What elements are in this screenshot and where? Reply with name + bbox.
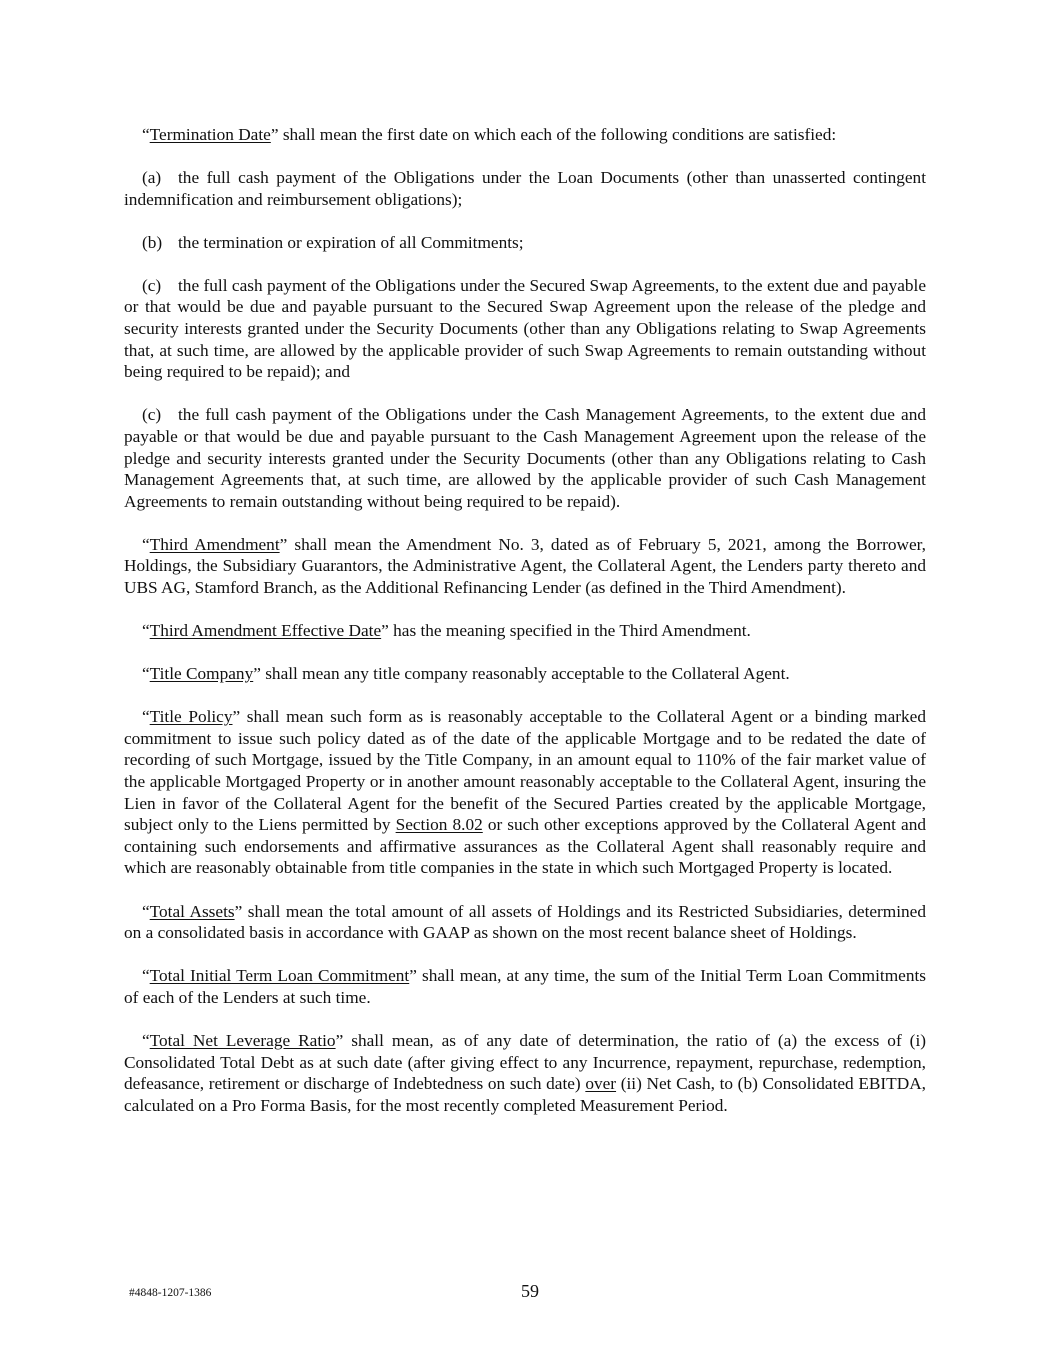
clause-label: (c) [142, 405, 162, 425]
page-number: 59 [521, 1281, 539, 1301]
clause-a: (a) the full cash payment of the Obligations under the Loan Documents (other than unasserted contingent indemnification and reimbursement obligations); [124, 168, 926, 209]
defined-term: Total Initial Term Loan Commitment [149, 966, 410, 986]
defined-term: Termination Date [149, 125, 271, 144]
definition-total-initial-term-loan-commitment: “Total Initial Term Loan Commitment” shall mean, at any time, the sum of the Initial Term Loan Commitments of each of the Lenders at such time. [124, 966, 927, 1007]
section-reference: Section 8.02 [395, 815, 483, 835]
definition-title-company: “Title Company” shall mean any title company reasonably acceptable to the Collateral Agent. [142, 664, 790, 684]
clause-label: (c) [142, 275, 162, 295]
defined-term: Total Assets [149, 901, 235, 921]
defined-term: Third Amendment [149, 534, 280, 554]
definition-third-amendment-effective-date: “Third Amendment Effective Date” has the meaning specified in the Third Amendment. [142, 621, 751, 641]
clause-c-cash-management: (c) the full cash payment of the Obligations under the Cash Management Agreements, to the extent due and payable or that would be due and payable pursuant to the Cash Management Agreement upon the release of the pledge and security interests granted under the Security Documents (other than any Obligations relating to Cash Management Agreements that, at such time, are allowed by the applicable provider of such Cash Management Agreements to remain outstanding without being required to be repaid). [124, 405, 926, 511]
defined-term: Third Amendment Effective Date [149, 621, 382, 641]
emphasis-over: over [585, 1074, 617, 1094]
clause-label: (b) [142, 232, 163, 252]
definition-total-net-leverage-ratio: “Total Net Leverage Ratio” shall mean, as of any date of determination, the ratio of (a) the excess of (i) Consolidated Total Debt as at such date (after giving effect to any Incurrence, repayment, repurchase, redemption, defeasance, retirement or discharge of Indebtedness on such date) over (ii) Net Cash, to (b) Consolidated EBITDA, calculated on a Pro Forma Basis, for the most recently completed Measurement Period. [124, 1030, 926, 1115]
definition-total-assets: “Total Assets” shall mean the total amount of all assets of Holdings and its Restricted Subsidiaries, determined on a consolidated basis in accordance with GAAP as shown on the most recent balance sheet of Holdings. [124, 901, 926, 943]
definition-termination-date: “Termination Date” shall mean the first date on which each of the following conditions are satisfied: [142, 125, 837, 144]
defined-term: Title Policy [149, 707, 233, 727]
defined-term: Total Net Leverage Ratio [149, 1030, 336, 1050]
clause-label: (a) [142, 168, 162, 188]
definition-third-amendment: “Third Amendment” shall mean the Amendment No. 3, dated as of February 5, 2021, among the Borrower, Holdings, the Subsidiary Guarantors, the Administrative Agent, the Collateral Agent, the Lenders party thereto and UBS AG, Stamford Branch, as the Additional Refinancing Lender (as defined in the Third Amendment). [124, 534, 926, 597]
defined-term: Title Company [149, 664, 254, 684]
document-id: #4848-1207-1386 [129, 1287, 212, 1299]
clause-c-swap: (c) the full cash payment of the Obligations under the Secured Swap Agreements, to the extent due and payable or that would be due and payable pursuant to the Secured Swap Agreement upon the release of the pledge and security interests granted under the Security Documents (other than any Obligations relating to Swap Agreements that, at such time, are allowed by the applicable provider of such Swap Agreements to remain outstanding without being required to be repaid); and [124, 275, 926, 382]
document-page [124, 124, 926, 1138]
clause-b: (b) the termination or expiration of all Commitments; [142, 232, 524, 252]
definition-title-policy: “Title Policy” shall mean such form as is reasonably acceptable to the Collateral Agent or a binding marked commitment to issue such policy dated as of the date of the applicable Mortgage and to be redated the date of recording of such Mortgage, issued by the Title Company, in an amount equal to 110% of the fair market value of the applicable Mortgaged Property or in another amount reasonably acceptable to the Collateral Agent, insuring the Lien in favor of the Collateral Agent for the benefit of the Secured Parties created by the applicable Mortgage, subject only to the Liens permitted by Section 8.02 or such other exceptions approved by the Collateral Agent and containing such endorsements and affirmative assurances as the Collateral Agent shall reasonably require and which are reasonably obtainable from title companies in the state in which such Mortgaged Property is located. [124, 707, 926, 878]
